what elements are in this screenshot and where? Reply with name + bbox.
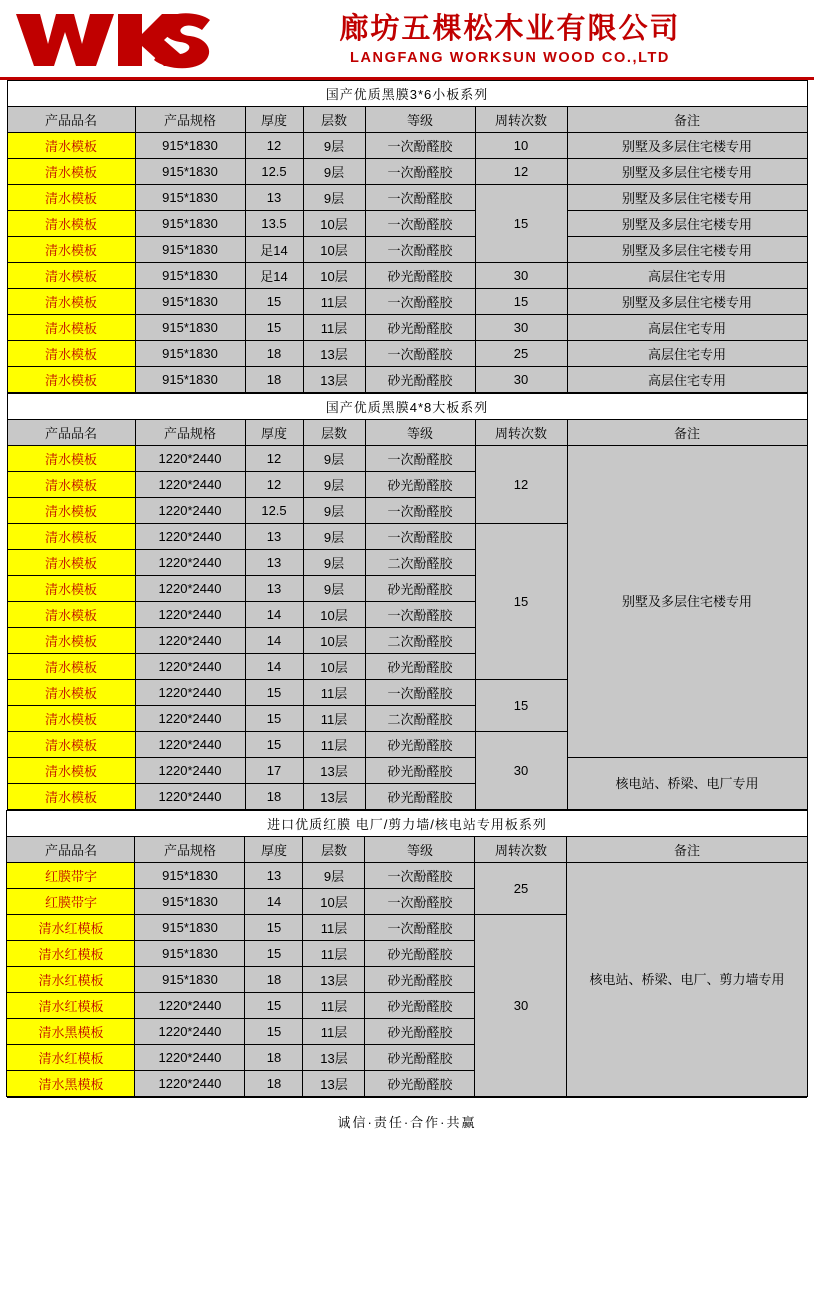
cell-layers: 13层: [303, 341, 365, 367]
cell-product-name: 清水模板: [7, 185, 135, 211]
section-title-row: [7, 81, 807, 107]
section-title: 国产优质黑膜3*6小板系列: [7, 81, 807, 107]
cell-layers: 10层: [303, 211, 365, 237]
cell-thickness: 13: [245, 550, 303, 576]
cell-product-name: 清水模板: [7, 784, 135, 810]
cell-turns: 15: [475, 524, 567, 680]
section-title-row: [7, 811, 807, 837]
cell-thickness: 14: [245, 889, 303, 915]
cell-spec: 1220*2440: [135, 706, 245, 732]
cell-spec: 915*1830: [135, 185, 245, 211]
table-row: [7, 159, 807, 185]
cell-layers: 9层: [303, 185, 365, 211]
cell-product-name: 清水黑模板: [7, 1019, 135, 1045]
cell-turns: 12: [475, 446, 567, 524]
cell-thickness: 13: [245, 524, 303, 550]
cell-thickness: 12: [245, 133, 303, 159]
cell-thickness: 18: [245, 784, 303, 810]
section-title: 进口优质红膜 电厂/剪力墙/核电站专用板系列: [7, 811, 807, 837]
cell-product-name: 清水红模板: [7, 993, 135, 1019]
cell-remark: 别墅及多层住宅楼专用: [567, 185, 807, 211]
cell-thickness: 15: [245, 915, 303, 941]
cell-layers: 11层: [303, 993, 365, 1019]
table-row: [7, 863, 807, 889]
table-row: [7, 315, 807, 341]
cell-product-name: 清水红模板: [7, 1045, 135, 1071]
cell-spec: 1220*2440: [135, 1071, 245, 1097]
cell-spec: 1220*2440: [135, 758, 245, 784]
cell-turns: 30: [475, 315, 567, 341]
cell-layers: 9层: [303, 863, 365, 889]
cell-spec: 915*1830: [135, 915, 245, 941]
cell-product-name: 清水模板: [7, 550, 135, 576]
cell-remark: 核电站、桥梁、电厂、剪力墙专用: [567, 863, 807, 1097]
cell-thickness: 足14: [245, 237, 303, 263]
cell-thickness: 13: [245, 185, 303, 211]
column-header: 产品规格: [135, 837, 245, 863]
cell-turns: 12: [475, 159, 567, 185]
cell-turns: 25: [475, 341, 567, 367]
cell-layers: 9层: [303, 550, 365, 576]
cell-grade: 一次酚醛胶: [365, 159, 475, 185]
cell-layers: 13层: [303, 758, 365, 784]
cell-layers: 9层: [303, 472, 365, 498]
cell-thickness: 足14: [245, 263, 303, 289]
cell-product-name: 清水模板: [7, 211, 135, 237]
cell-thickness: 12.5: [245, 159, 303, 185]
cell-spec: 1220*2440: [135, 1045, 245, 1071]
cell-layers: 11层: [303, 732, 365, 758]
cell-thickness: 15: [245, 706, 303, 732]
cell-grade: 砂光酚醛胶: [365, 967, 475, 993]
cell-spec: 1220*2440: [135, 680, 245, 706]
cell-thickness: 18: [245, 1045, 303, 1071]
cell-spec: 915*1830: [135, 367, 245, 393]
cell-thickness: 15: [245, 680, 303, 706]
table-row: [7, 367, 807, 393]
cell-layers: 9层: [303, 159, 365, 185]
column-header: 周转次数: [475, 420, 567, 446]
cell-thickness: 14: [245, 628, 303, 654]
cell-layers: 11层: [303, 915, 365, 941]
cell-layers: 10层: [303, 237, 365, 263]
company-name-block: [224, 13, 804, 66]
cell-spec: 1220*2440: [135, 993, 245, 1019]
cell-layers: 13层: [303, 1071, 365, 1097]
cell-grade: 一次酚醛胶: [365, 289, 475, 315]
cell-layers: 9层: [303, 498, 365, 524]
column-header: 周转次数: [475, 837, 567, 863]
cell-thickness: 15: [245, 941, 303, 967]
column-header: 产品品名: [7, 837, 135, 863]
cell-remark: 别墅及多层住宅楼专用: [567, 159, 807, 185]
cell-thickness: 13: [245, 863, 303, 889]
column-header: 等级: [365, 107, 475, 133]
cell-remark: 别墅及多层住宅楼专用: [567, 289, 807, 315]
column-header-row: [7, 837, 807, 863]
cell-turns: 25: [475, 863, 567, 915]
cell-spec: 1220*2440: [135, 732, 245, 758]
cell-product-name: 清水模板: [7, 341, 135, 367]
cell-spec: 915*1830: [135, 289, 245, 315]
cell-turns: 15: [475, 185, 567, 263]
cell-product-name: 清水模板: [7, 576, 135, 602]
cell-grade: 砂光酚醛胶: [365, 732, 475, 758]
cell-grade: 砂光酚醛胶: [365, 315, 475, 341]
cell-grade: 砂光酚醛胶: [365, 472, 475, 498]
wks-logo-icon: [14, 10, 214, 70]
cell-grade: 二次酚醛胶: [365, 706, 475, 732]
cell-spec: 1220*2440: [135, 654, 245, 680]
cell-layers: 11层: [303, 315, 365, 341]
cell-grade: 砂光酚醛胶: [365, 367, 475, 393]
cell-turns: 30: [475, 915, 567, 1097]
cell-layers: 11层: [303, 680, 365, 706]
cell-grade: 一次酚醛胶: [365, 863, 475, 889]
cell-spec: 1220*2440: [135, 498, 245, 524]
cell-product-name: 清水模板: [7, 628, 135, 654]
cell-grade: 一次酚醛胶: [365, 889, 475, 915]
cell-product-name: 清水模板: [7, 237, 135, 263]
footer: [7, 1097, 807, 1141]
column-header: 产品品名: [7, 420, 135, 446]
cell-grade: 砂光酚醛胶: [365, 263, 475, 289]
cell-grade: 一次酚醛胶: [365, 133, 475, 159]
page-header: [0, 0, 814, 80]
cell-thickness: 15: [245, 993, 303, 1019]
cell-grade: 砂光酚醛胶: [365, 941, 475, 967]
cell-grade: 一次酚醛胶: [365, 524, 475, 550]
cell-thickness: 13.5: [245, 211, 303, 237]
column-header: 备注: [567, 420, 807, 446]
cell-layers: 13层: [303, 1045, 365, 1071]
cell-product-name: 清水模板: [7, 263, 135, 289]
cell-product-name: 清水红模板: [7, 967, 135, 993]
cell-grade: 砂光酚醛胶: [365, 784, 475, 810]
table-row: [7, 289, 807, 315]
column-header: 层数: [303, 420, 365, 446]
table-row: [7, 185, 807, 211]
cell-thickness: 14: [245, 654, 303, 680]
cell-spec: 915*1830: [135, 211, 245, 237]
column-header: 等级: [365, 837, 475, 863]
table-row: [7, 211, 807, 237]
cell-product-name: 清水模板: [7, 289, 135, 315]
cell-remark: 别墅及多层住宅楼专用: [567, 211, 807, 237]
cell-product-name: 清水模板: [7, 758, 135, 784]
cell-product-name: 清水模板: [7, 367, 135, 393]
cell-grade: 一次酚醛胶: [365, 602, 475, 628]
cell-grade: 一次酚醛胶: [365, 680, 475, 706]
column-header: 层数: [303, 107, 365, 133]
section-title-row: [7, 394, 807, 420]
cell-turns: 30: [475, 263, 567, 289]
cell-product-name: 清水模板: [7, 315, 135, 341]
cell-grade: 一次酚醛胶: [365, 446, 475, 472]
cell-grade: 一次酚醛胶: [365, 237, 475, 263]
cell-spec: 915*1830: [135, 263, 245, 289]
cell-layers: 9层: [303, 524, 365, 550]
cell-layers: 9层: [303, 576, 365, 602]
cell-spec: 1220*2440: [135, 602, 245, 628]
column-header: 产品品名: [7, 107, 135, 133]
cell-layers: 11层: [303, 289, 365, 315]
cell-grade: 砂光酚醛胶: [365, 1019, 475, 1045]
cell-layers: 13层: [303, 367, 365, 393]
cell-layers: 10层: [303, 263, 365, 289]
cell-thickness: 12: [245, 446, 303, 472]
cell-layers: 11层: [303, 1019, 365, 1045]
cell-spec: 915*1830: [135, 315, 245, 341]
cell-product-name: 红膜带字: [7, 863, 135, 889]
column-header: 厚度: [245, 107, 303, 133]
product-table: [7, 80, 808, 393]
cell-grade: 砂光酚醛胶: [365, 1071, 475, 1097]
cell-thickness: 18: [245, 1071, 303, 1097]
cell-layers: 9层: [303, 446, 365, 472]
cell-remark: 高层住宅专用: [567, 367, 807, 393]
cell-turns: 30: [475, 367, 567, 393]
cell-product-name: 清水模板: [7, 498, 135, 524]
cell-layers: 10层: [303, 602, 365, 628]
cell-thickness: 18: [245, 967, 303, 993]
cell-spec: 1220*2440: [135, 576, 245, 602]
cell-layers: 13层: [303, 967, 365, 993]
column-header: 厚度: [245, 837, 303, 863]
cell-remark: 高层住宅专用: [567, 263, 807, 289]
cell-remark: 核电站、桥梁、电厂专用: [567, 758, 807, 810]
cell-spec: 1220*2440: [135, 446, 245, 472]
cell-spec: 915*1830: [135, 863, 245, 889]
company-name-en: LANGFANG WORKSUN WOOD CO.,LTD: [350, 50, 670, 67]
column-header: 产品规格: [135, 107, 245, 133]
product-table: [7, 393, 808, 810]
footer-slogan: 诚信·责任·合作·共赢: [7, 1097, 807, 1141]
cell-grade: 砂光酚醛胶: [365, 654, 475, 680]
cell-remark: 别墅及多层住宅楼专用: [567, 237, 807, 263]
cell-layers: 10层: [303, 628, 365, 654]
table-row: [7, 758, 807, 784]
cell-thickness: 13: [245, 576, 303, 602]
cell-spec: 915*1830: [135, 941, 245, 967]
cell-remark: 高层住宅专用: [567, 315, 807, 341]
cell-grade: 砂光酚醛胶: [365, 993, 475, 1019]
cell-thickness: 15: [245, 732, 303, 758]
column-header-row: [7, 420, 807, 446]
cell-product-name: 清水模板: [7, 524, 135, 550]
cell-spec: 915*1830: [135, 237, 245, 263]
cell-product-name: 清水红模板: [7, 915, 135, 941]
cell-grade: 一次酚醛胶: [365, 211, 475, 237]
cell-thickness: 18: [245, 367, 303, 393]
cell-product-name: 清水模板: [7, 680, 135, 706]
column-header: 备注: [567, 107, 807, 133]
cell-grade: 一次酚醛胶: [365, 185, 475, 211]
cell-remark: 别墅及多层住宅楼专用: [567, 133, 807, 159]
cell-product-name: 清水模板: [7, 602, 135, 628]
cell-remark: 高层住宅专用: [567, 341, 807, 367]
cell-layers: 11层: [303, 706, 365, 732]
column-header: 等级: [365, 420, 475, 446]
cell-grade: 一次酚醛胶: [365, 341, 475, 367]
cell-thickness: 17: [245, 758, 303, 784]
column-header: 周转次数: [475, 107, 567, 133]
cell-spec: 915*1830: [135, 159, 245, 185]
cell-product-name: 清水模板: [7, 446, 135, 472]
cell-grade: 砂光酚醛胶: [365, 758, 475, 784]
cell-spec: 1220*2440: [135, 784, 245, 810]
company-logo: [14, 10, 224, 70]
column-header: 厚度: [245, 420, 303, 446]
cell-product-name: 清水模板: [7, 706, 135, 732]
cell-layers: 10层: [303, 654, 365, 680]
cell-layers: 10层: [303, 889, 365, 915]
cell-grade: 二次酚醛胶: [365, 550, 475, 576]
column-header: 产品规格: [135, 420, 245, 446]
cell-product-name: 清水模板: [7, 133, 135, 159]
cell-product-name: 红膜带字: [7, 889, 135, 915]
cell-thickness: 15: [245, 1019, 303, 1045]
cell-turns: 10: [475, 133, 567, 159]
cell-grade: 砂光酚醛胶: [365, 576, 475, 602]
cell-spec: 915*1830: [135, 889, 245, 915]
table-row: [7, 237, 807, 263]
cell-product-name: 清水模板: [7, 654, 135, 680]
column-header-row: [7, 107, 807, 133]
cell-thickness: 12.5: [245, 498, 303, 524]
cell-turns: 15: [475, 680, 567, 732]
cell-thickness: 14: [245, 602, 303, 628]
cell-product-name: 清水模板: [7, 159, 135, 185]
cell-layers: 11层: [303, 941, 365, 967]
cell-layers: 9层: [303, 133, 365, 159]
cell-turns: 30: [475, 732, 567, 810]
cell-layers: 13层: [303, 784, 365, 810]
cell-product-name: 清水红模板: [7, 941, 135, 967]
section-title: 国产优质黑膜4*8大板系列: [7, 394, 807, 420]
company-name-cn: 廊坊五棵松木业有限公司: [339, 12, 681, 45]
cell-thickness: 15: [245, 289, 303, 315]
cell-grade: 一次酚醛胶: [365, 915, 475, 941]
cell-product-name: 清水模板: [7, 732, 135, 758]
product-tables: [0, 80, 814, 1097]
cell-spec: 915*1830: [135, 341, 245, 367]
column-header: 备注: [567, 837, 807, 863]
cell-spec: 915*1830: [135, 967, 245, 993]
cell-spec: 1220*2440: [135, 628, 245, 654]
cell-product-name: 清水黑模板: [7, 1071, 135, 1097]
cell-spec: 1220*2440: [135, 550, 245, 576]
cell-grade: 一次酚醛胶: [365, 498, 475, 524]
cell-grade: 砂光酚醛胶: [365, 1045, 475, 1071]
cell-product-name: 清水模板: [7, 472, 135, 498]
cell-spec: 915*1830: [135, 133, 245, 159]
cell-thickness: 18: [245, 341, 303, 367]
table-row: [7, 341, 807, 367]
table-row: [7, 263, 807, 289]
product-table: [6, 810, 807, 1097]
cell-thickness: 15: [245, 315, 303, 341]
table-row: [7, 133, 807, 159]
cell-thickness: 12: [245, 472, 303, 498]
cell-turns: 15: [475, 289, 567, 315]
cell-remark: 别墅及多层住宅楼专用: [567, 446, 807, 758]
cell-spec: 1220*2440: [135, 1019, 245, 1045]
cell-spec: 1220*2440: [135, 472, 245, 498]
column-header: 层数: [303, 837, 365, 863]
cell-spec: 1220*2440: [135, 524, 245, 550]
table-row: [7, 446, 807, 472]
cell-grade: 二次酚醛胶: [365, 628, 475, 654]
